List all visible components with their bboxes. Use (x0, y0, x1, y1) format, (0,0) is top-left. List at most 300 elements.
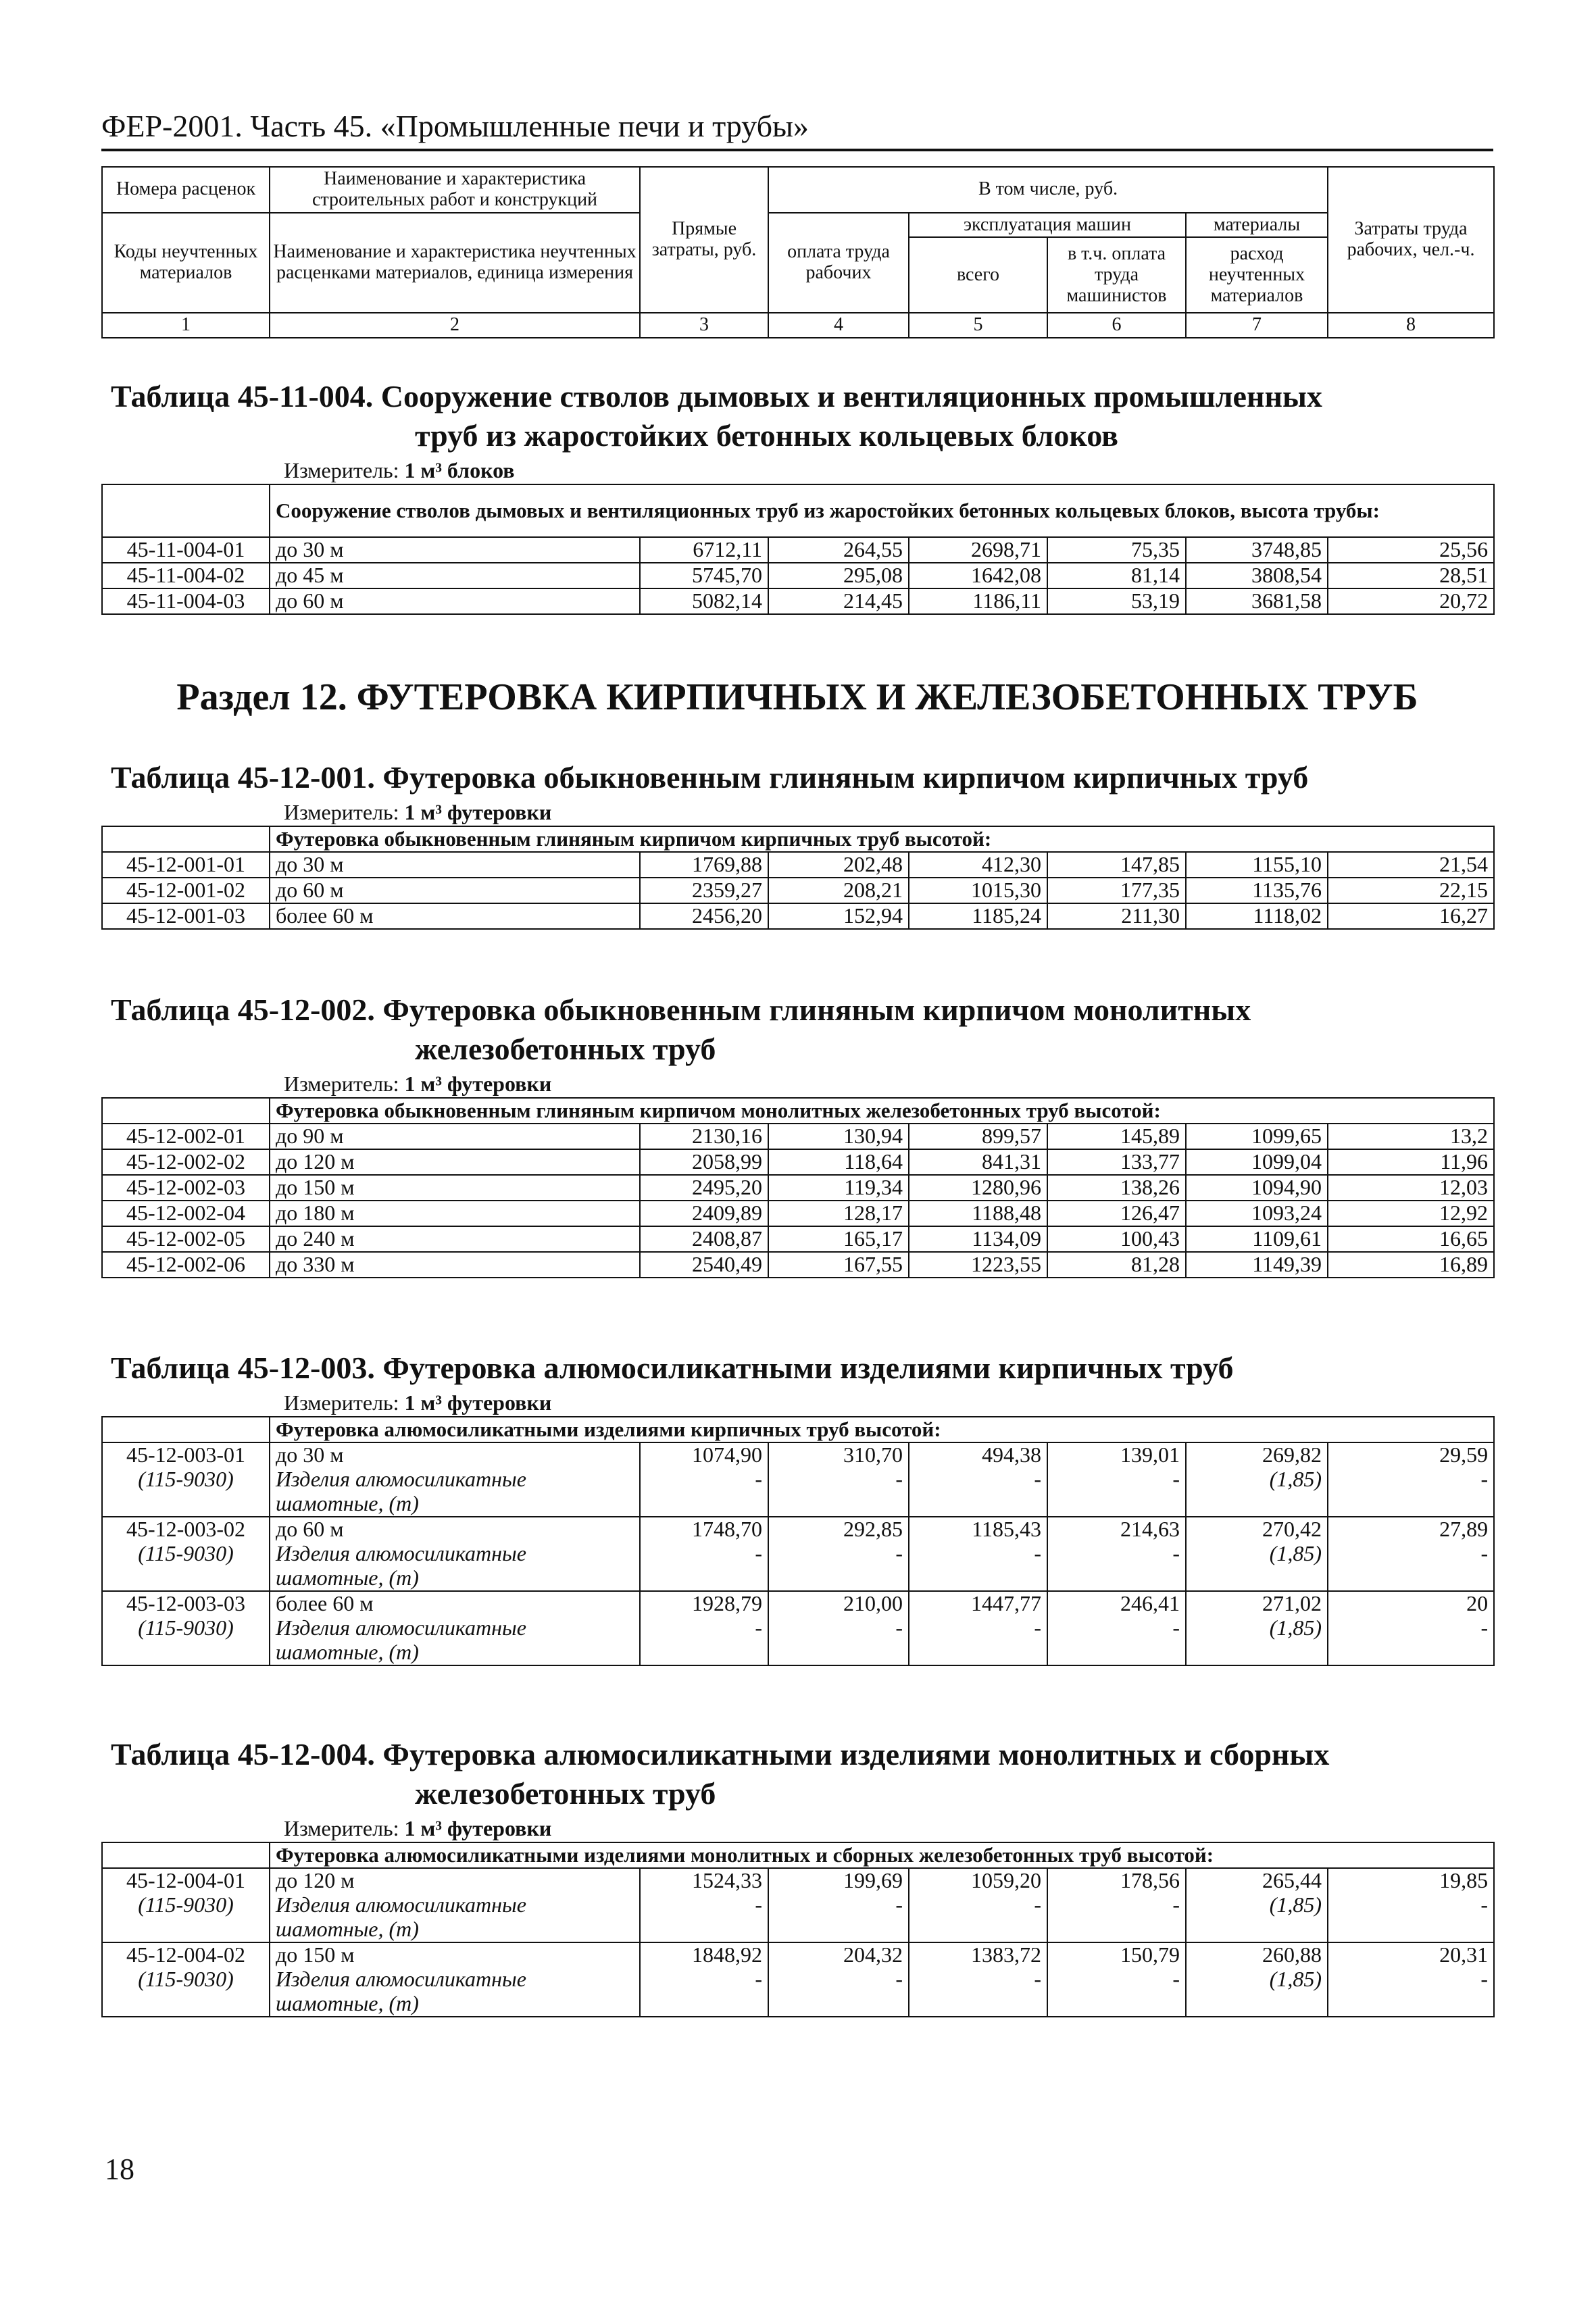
measure-value: 1 м³ футеровки (404, 1072, 552, 1096)
row-name: до 60 м (270, 1517, 640, 1542)
section-heading: Раздел 12. ФУТЕРОВКА КИРПИЧНЫХ И ЖЕЛЕЗОБЕТОННЫХ ТРУБ (176, 676, 1418, 718)
empty-cell (909, 1566, 1047, 1591)
row-machines-total: 1383,72 (909, 1942, 1047, 1967)
row-labor-pay: 204,32 (768, 1942, 909, 1967)
hdr-materials: материалы (1186, 213, 1328, 238)
row-machines-total: 1223,55 (909, 1252, 1047, 1278)
row-name: до 60 м (270, 588, 640, 614)
row-machines-total: 841,31 (909, 1149, 1047, 1175)
table-row (102, 1868, 1494, 1893)
table-title-line2: железобетонных труб (415, 1032, 716, 1066)
material-dash: - (768, 1893, 909, 1917)
row-materials: 3808,54 (1186, 563, 1328, 588)
empty-cell (1328, 1917, 1494, 1942)
row-labor-hours: 29,59 (1328, 1442, 1494, 1467)
row-labor-pay: 310,70 (768, 1442, 909, 1467)
material-dash: - (1047, 1616, 1186, 1640)
material-dash: - (640, 1542, 768, 1566)
material-row-cont (102, 1640, 1494, 1665)
material-consumption: (1,85) (1186, 1467, 1328, 1492)
row-machines-total: 1188,48 (909, 1201, 1047, 1226)
table-title-line2: железобетонных труб (415, 1776, 716, 1811)
row-machinists-pay: 145,89 (1047, 1124, 1186, 1149)
material-row-cont (102, 1917, 1494, 1942)
page-number: 18 (105, 2153, 134, 2186)
row-machines-total: 1015,30 (909, 878, 1047, 903)
empty-cell (909, 1640, 1047, 1665)
row-machinists-pay: 75,35 (1047, 537, 1186, 563)
measure-unit (284, 1815, 1493, 1842)
measure-unit (284, 1389, 1493, 1416)
row-machinists-pay: 81,14 (1047, 563, 1186, 588)
row-machines-total: 1186,11 (909, 588, 1047, 614)
empty-cell (909, 1492, 1047, 1517)
row-code: 45-12-001-01 (102, 852, 270, 878)
empty-cell (1047, 1917, 1186, 1942)
hdr-col6: в т.ч. оплата труда машинистов (1047, 237, 1186, 313)
material-dash: - (909, 1616, 1047, 1640)
hdr-col3: Прямые затраты, руб. (640, 167, 768, 313)
empty-cell (640, 1492, 768, 1517)
row-machinists-pay: 214,63 (1047, 1517, 1186, 1542)
row-labor-hours: 16,89 (1328, 1252, 1494, 1278)
row-materials: 1094,90 (1186, 1175, 1328, 1201)
hdr-col5: всего (909, 237, 1047, 313)
material-consumption: (1,85) (1186, 1967, 1328, 1992)
empty-cell (1328, 1566, 1494, 1591)
material-dash: - (1328, 1967, 1494, 1992)
material-dash: - (1328, 1893, 1494, 1917)
running-head: ФЕР-2001. Часть 45. «Промышленные печи и трубы» (101, 109, 809, 143)
row-code: 45-12-002-05 (102, 1226, 270, 1252)
row-code: 45-12-003-01 (102, 1442, 270, 1467)
row-labor-pay: 118,64 (768, 1149, 909, 1175)
row-name: до 30 м (270, 537, 640, 563)
table-45-11-004 (101, 377, 1493, 615)
table-title (101, 758, 1493, 797)
hdr-num-2: 2 (270, 313, 640, 338)
row-name: до 60 м (270, 878, 640, 903)
material-row-cont (102, 1992, 1494, 2017)
material-name: Изделия алюмосиликатные (270, 1467, 640, 1492)
hdr-col1-bottom: Коды неучтенных материалов (102, 213, 270, 313)
table-row (102, 588, 1494, 614)
group-row-spacer (102, 1417, 270, 1442)
hdr-incl: В том числе, руб. (768, 167, 1328, 213)
material-name: Изделия алюмосиликатные (270, 1893, 640, 1917)
row-machinists-pay: 126,47 (1047, 1201, 1186, 1226)
row-machines-total: 412,30 (909, 852, 1047, 878)
group-heading: Футеровка алюмосиликатными изделиями кирпичных труб высотой: (270, 1417, 1494, 1442)
measure-label: Измеритель: (284, 458, 399, 482)
row-machines-total: 1280,96 (909, 1175, 1047, 1201)
material-row (102, 1616, 1494, 1640)
row-code: 45-12-003-03 (102, 1591, 270, 1616)
table-row (102, 1226, 1494, 1252)
row-labor-pay: 130,94 (768, 1124, 909, 1149)
row-machines-total: 1185,24 (909, 903, 1047, 929)
row-machinists-pay: 150,79 (1047, 1942, 1186, 1967)
row-labor-hours: 13,2 (1328, 1124, 1494, 1149)
material-row (102, 1967, 1494, 1992)
material-dash: - (640, 1893, 768, 1917)
row-name: до 30 м (270, 852, 640, 878)
row-direct-cost: 1524,33 (640, 1868, 768, 1893)
row-machinists-pay: 53,19 (1047, 588, 1186, 614)
material-dash: - (1328, 1542, 1494, 1566)
measure-label: Измеритель: (284, 1072, 399, 1096)
empty-cell (1328, 1492, 1494, 1517)
row-machines-total: 899,57 (909, 1124, 1047, 1149)
row-labor-hours: 19,85 (1328, 1868, 1494, 1893)
row-direct-cost: 2409,89 (640, 1201, 768, 1226)
row-labor-pay: 214,45 (768, 588, 909, 614)
measure-value: 1 м³ футеровки (404, 1390, 552, 1415)
row-name: до 240 м (270, 1226, 640, 1252)
material-code: (115-9030) (102, 1467, 270, 1492)
hdr-col7: расход неучтенных материалов (1186, 237, 1328, 313)
row-code: 45-12-002-06 (102, 1252, 270, 1278)
row-code: 45-12-001-03 (102, 903, 270, 929)
row-direct-cost: 2408,87 (640, 1226, 768, 1252)
row-materials: 265,44 (1186, 1868, 1328, 1893)
empty-cell (102, 1992, 270, 2017)
material-code: (115-9030) (102, 1893, 270, 1917)
material-dash: - (1047, 1967, 1186, 1992)
empty-cell (1186, 1640, 1328, 1665)
row-labor-pay: 208,21 (768, 878, 909, 903)
group-row-spacer (102, 826, 270, 852)
row-machines-total: 494,38 (909, 1442, 1047, 1467)
row-materials: 1135,76 (1186, 878, 1328, 903)
row-labor-hours: 20,31 (1328, 1942, 1494, 1967)
hdr-num-4: 4 (768, 313, 909, 338)
row-direct-cost: 6712,11 (640, 537, 768, 563)
row-code: 45-11-004-01 (102, 537, 270, 563)
data-table (101, 1416, 1495, 1666)
measure-unit (284, 799, 1493, 826)
row-machinists-pay: 211,30 (1047, 903, 1186, 929)
empty-cell (1047, 1992, 1186, 2017)
material-dash: - (1047, 1893, 1186, 1917)
group-heading: Футеровка обыкновенным глиняным кирпичом монолитных железобетонных труб высотой: (270, 1098, 1494, 1124)
row-labor-pay: 165,17 (768, 1226, 909, 1252)
row-labor-pay: 128,17 (768, 1201, 909, 1226)
empty-cell (1186, 1566, 1328, 1591)
hdr-machines: эксплуатация машин (909, 213, 1186, 238)
row-machinists-pay: 138,26 (1047, 1175, 1186, 1201)
data-table (101, 1842, 1495, 2017)
material-dash: - (909, 1893, 1047, 1917)
empty-cell (1186, 1992, 1328, 2017)
row-machinists-pay: 139,01 (1047, 1442, 1186, 1467)
row-code: 45-12-004-02 (102, 1942, 270, 1967)
material-consumption: (1,85) (1186, 1893, 1328, 1917)
row-direct-cost: 5745,70 (640, 563, 768, 588)
table-row (102, 1252, 1494, 1278)
empty-cell (640, 1640, 768, 1665)
hdr-num-1: 1 (102, 313, 270, 338)
row-code: 45-12-002-02 (102, 1149, 270, 1175)
material-consumption: (1,85) (1186, 1542, 1328, 1566)
table-title (101, 1349, 1493, 1388)
empty-cell (1047, 1492, 1186, 1517)
row-labor-hours: 21,54 (1328, 852, 1494, 878)
row-name: до 180 м (270, 1201, 640, 1226)
hdr-num-8: 8 (1328, 313, 1494, 338)
empty-cell (640, 1917, 768, 1942)
row-labor-hours: 22,15 (1328, 878, 1494, 903)
measure-value: 1 м³ блоков (404, 458, 515, 482)
row-labor-pay: 264,55 (768, 537, 909, 563)
empty-cell (768, 1992, 909, 2017)
row-labor-pay: 152,94 (768, 903, 909, 929)
data-table (101, 826, 1495, 930)
row-code: 45-12-002-04 (102, 1201, 270, 1226)
group-heading: Сооружение стволов дымовых и вентиляционных труб из жаростойких бетонных кольцевых блоков, высота трубы: (270, 484, 1494, 537)
row-name: до 330 м (270, 1252, 640, 1278)
row-direct-cost: 1074,90 (640, 1442, 768, 1467)
row-machinists-pay: 100,43 (1047, 1226, 1186, 1252)
table-row (102, 1442, 1494, 1467)
measure-label: Измеритель: (284, 1816, 399, 1840)
material-dash: - (640, 1467, 768, 1492)
row-name: до 90 м (270, 1124, 640, 1149)
row-labor-pay: 167,55 (768, 1252, 909, 1278)
material-dash: - (768, 1967, 909, 1992)
material-code: (115-9030) (102, 1542, 270, 1566)
row-name: более 60 м (270, 1591, 640, 1616)
empty-cell (1186, 1492, 1328, 1517)
row-labor-hours: 20,72 (1328, 588, 1494, 614)
group-row-spacer (102, 1842, 270, 1868)
row-code: 45-12-004-01 (102, 1868, 270, 1893)
row-direct-cost: 1748,70 (640, 1517, 768, 1542)
row-materials: 1093,24 (1186, 1201, 1328, 1226)
empty-cell (909, 1992, 1047, 2017)
row-materials: 1099,04 (1186, 1149, 1328, 1175)
material-row (102, 1467, 1494, 1492)
row-code: 45-11-004-02 (102, 563, 270, 588)
group-row-spacer (102, 484, 270, 537)
row-labor-pay: 202,48 (768, 852, 909, 878)
row-materials: 3748,85 (1186, 537, 1328, 563)
row-machines-total: 1134,09 (909, 1226, 1047, 1252)
measure-label: Измеритель: (284, 1390, 399, 1415)
empty-cell (1328, 1640, 1494, 1665)
empty-cell (102, 1917, 270, 1942)
hdr-num-7: 7 (1186, 313, 1328, 338)
row-labor-hours: 27,89 (1328, 1517, 1494, 1542)
row-direct-cost: 1928,79 (640, 1591, 768, 1616)
column-header (101, 166, 1493, 338)
header-rule (101, 149, 1493, 151)
row-direct-cost: 2495,20 (640, 1175, 768, 1201)
material-consumption: (1,85) (1186, 1616, 1328, 1640)
row-labor-hours: 12,03 (1328, 1175, 1494, 1201)
table-row (102, 1201, 1494, 1226)
table-row (102, 878, 1494, 903)
row-machinists-pay: 133,77 (1047, 1149, 1186, 1175)
empty-cell (768, 1492, 909, 1517)
row-materials: 1118,02 (1186, 903, 1328, 929)
row-direct-cost: 1848,92 (640, 1942, 768, 1967)
row-code: 45-12-003-02 (102, 1517, 270, 1542)
table-45-12-002 (101, 990, 1493, 1278)
hdr-num-6: 6 (1047, 313, 1186, 338)
table-row (102, 1591, 1494, 1616)
empty-cell (1047, 1566, 1186, 1591)
row-labor-hours: 16,27 (1328, 903, 1494, 929)
table-title-line2: труб из жаростойких бетонных кольцевых блоков (415, 418, 1118, 453)
row-name: до 45 м (270, 563, 640, 588)
row-name: до 150 м (270, 1942, 640, 1967)
data-table (101, 484, 1495, 615)
table-row (102, 1175, 1494, 1201)
material-dash: - (1328, 1616, 1494, 1640)
table-row (102, 563, 1494, 588)
measure-value: 1 м³ футеровки (404, 1816, 552, 1840)
table-row (102, 1942, 1494, 1967)
table-row (102, 537, 1494, 563)
hdr-col2-bottom: Наименование и характеристика неучтенных расценками материалов, единица измерения (270, 213, 640, 313)
material-code: (115-9030) (102, 1616, 270, 1640)
hdr-col2-top: Наименование и характеристика строительных работ и конструкций (270, 167, 640, 213)
material-dash: - (768, 1467, 909, 1492)
row-machinists-pay: 178,56 (1047, 1868, 1186, 1893)
table-title (101, 1735, 1493, 1813)
row-materials: 270,42 (1186, 1517, 1328, 1542)
empty-cell (1186, 1917, 1328, 1942)
row-machinists-pay: 177,35 (1047, 878, 1186, 903)
material-row (102, 1542, 1494, 1566)
row-name: до 120 м (270, 1868, 640, 1893)
material-dash: - (640, 1967, 768, 1992)
row-name: до 30 м (270, 1442, 640, 1467)
material-dash: - (909, 1542, 1047, 1566)
row-materials: 1099,65 (1186, 1124, 1328, 1149)
hdr-col8: Затраты труда рабочих, чел.-ч. (1328, 167, 1494, 313)
material-name: Изделия алюмосиликатные (270, 1967, 640, 1992)
row-machinists-pay: 81,28 (1047, 1252, 1186, 1278)
table-45-12-003 (101, 1349, 1493, 1666)
empty-cell (1047, 1640, 1186, 1665)
table-row (102, 1517, 1494, 1542)
row-labor-hours: 25,56 (1328, 537, 1494, 563)
material-dash: - (1328, 1467, 1494, 1492)
row-direct-cost: 2540,49 (640, 1252, 768, 1278)
material-row-cont (102, 1566, 1494, 1591)
group-heading: Футеровка обыкновенным глиняным кирпичом кирпичных труб высотой: (270, 826, 1494, 852)
material-row-cont (102, 1492, 1494, 1517)
row-direct-cost: 5082,14 (640, 588, 768, 614)
table-title (101, 990, 1493, 1069)
row-labor-hours: 20 (1328, 1591, 1494, 1616)
measure-label: Измеритель: (284, 800, 399, 824)
material-dash: - (640, 1616, 768, 1640)
row-code: 45-11-004-03 (102, 588, 270, 614)
table-row (102, 852, 1494, 878)
table-row (102, 1149, 1494, 1175)
row-materials: 260,88 (1186, 1942, 1328, 1967)
empty-cell (768, 1917, 909, 1942)
row-machines-total: 1059,20 (909, 1868, 1047, 1893)
material-name-cont: шамотные, (т) (270, 1917, 640, 1942)
material-dash: - (1047, 1467, 1186, 1492)
material-dash: - (909, 1467, 1047, 1492)
empty-cell (640, 1992, 768, 2017)
material-code: (115-9030) (102, 1967, 270, 1992)
measure-unit (284, 1070, 1493, 1097)
row-machines-total: 1642,08 (909, 563, 1047, 588)
table-title-line1: Таблица 45-12-003. Футеровка алюмосиликатными изделиями кирпичных труб (111, 1351, 1234, 1385)
material-name-cont: шамотные, (т) (270, 1492, 640, 1517)
row-materials: 1109,61 (1186, 1226, 1328, 1252)
empty-cell (768, 1566, 909, 1591)
row-name: до 120 м (270, 1149, 640, 1175)
table-title (101, 377, 1493, 455)
row-labor-hours: 16,65 (1328, 1226, 1494, 1252)
row-name: до 150 м (270, 1175, 640, 1201)
row-labor-hours: 11,96 (1328, 1149, 1494, 1175)
material-dash: - (1047, 1542, 1186, 1566)
row-labor-pay: 119,34 (768, 1175, 909, 1201)
material-dash: - (768, 1616, 909, 1640)
table-title-line1: Таблица 45-12-004. Футеровка алюмосиликатными изделиями монолитных и сборных (111, 1737, 1330, 1771)
row-machinists-pay: 147,85 (1047, 852, 1186, 878)
empty-cell (640, 1566, 768, 1591)
row-direct-cost: 1769,88 (640, 852, 768, 878)
material-row (102, 1893, 1494, 1917)
empty-cell (102, 1566, 270, 1591)
data-table (101, 1097, 1495, 1278)
empty-cell (102, 1492, 270, 1517)
group-row-spacer (102, 1098, 270, 1124)
row-labor-pay: 295,08 (768, 563, 909, 588)
row-direct-cost: 2058,99 (640, 1149, 768, 1175)
row-direct-cost: 2456,20 (640, 903, 768, 929)
row-code: 45-12-002-03 (102, 1175, 270, 1201)
hdr-col4: оплата труда рабочих (768, 213, 909, 313)
row-materials: 1149,39 (1186, 1252, 1328, 1278)
group-heading: Футеровка алюмосиликатными изделиями монолитных и сборных железобетонных труб высотой: (270, 1842, 1494, 1868)
row-code: 45-12-002-01 (102, 1124, 270, 1149)
table-row (102, 1124, 1494, 1149)
row-direct-cost: 2359,27 (640, 878, 768, 903)
row-materials: 1155,10 (1186, 852, 1328, 878)
row-code: 45-12-001-02 (102, 878, 270, 903)
empty-cell (909, 1917, 1047, 1942)
material-name: Изделия алюмосиликатные (270, 1616, 640, 1640)
hdr-num-5: 5 (909, 313, 1047, 338)
row-direct-cost: 2130,16 (640, 1124, 768, 1149)
row-labor-hours: 12,92 (1328, 1201, 1494, 1226)
table-title-line1: Таблица 45-12-001. Футеровка обыкновенным глиняным кирпичом кирпичных труб (111, 760, 1309, 795)
row-materials: 3681,58 (1186, 588, 1328, 614)
row-labor-pay: 292,85 (768, 1517, 909, 1542)
row-machines-total: 2698,71 (909, 537, 1047, 563)
empty-cell (768, 1640, 909, 1665)
table-45-12-004 (101, 1735, 1493, 2017)
row-materials: 271,02 (1186, 1591, 1328, 1616)
material-name-cont: шамотные, (т) (270, 1566, 640, 1591)
material-dash: - (768, 1542, 909, 1566)
material-name: Изделия алюмосиликатные (270, 1542, 640, 1566)
measure-value: 1 м³ футеровки (404, 800, 552, 824)
table-45-12-001 (101, 758, 1493, 930)
row-machines-total: 1185,43 (909, 1517, 1047, 1542)
row-name: более 60 м (270, 903, 640, 929)
